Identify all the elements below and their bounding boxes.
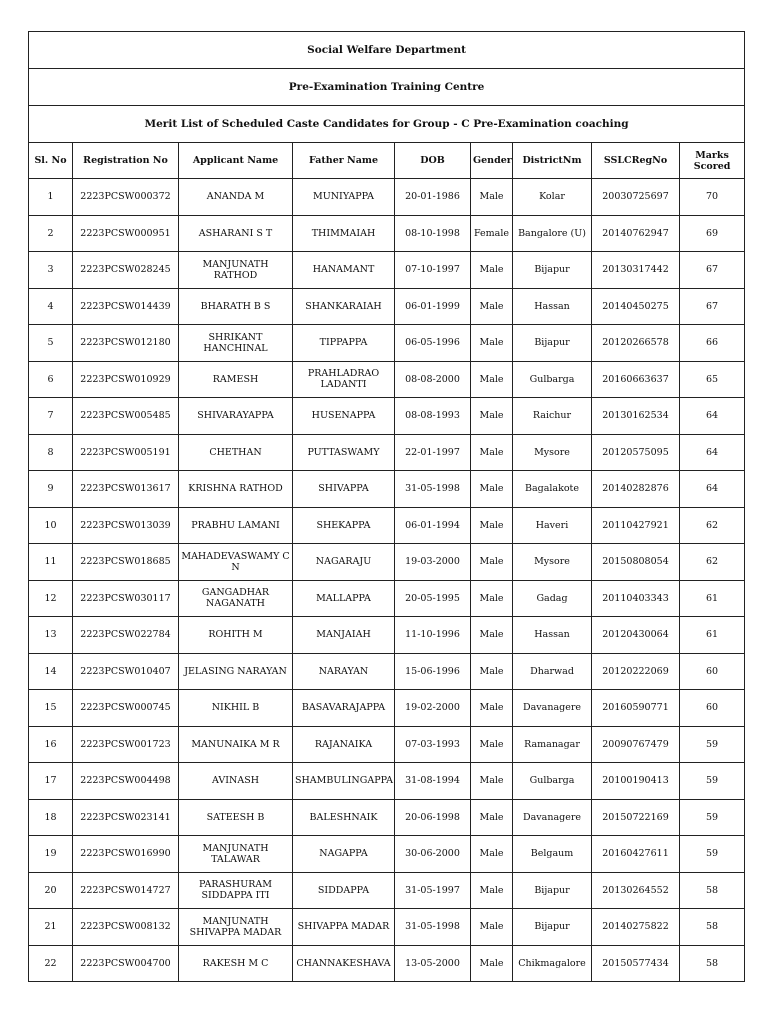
- registration-no-cell: 2223PCSW023141: [73, 799, 179, 836]
- father-name-cell: MALLAPPA: [293, 580, 395, 617]
- sl-no-cell: 22: [29, 945, 73, 982]
- district-cell: Bagalakote: [513, 471, 592, 508]
- marks-cell: 64: [680, 471, 745, 508]
- applicant-name-cell: GANGADHAR NAGANATH: [179, 580, 293, 617]
- dob-cell: 30-06-2000: [395, 836, 471, 873]
- table-row: [29, 215, 745, 252]
- applicant-name-cell: SHRIKANT HANCHINAL: [179, 325, 293, 362]
- sslc-reg-no-cell: 20150808054: [592, 544, 680, 581]
- district-cell: Bangalore (U): [513, 215, 592, 252]
- header-row: [29, 143, 745, 179]
- dob-cell: 08-10-1998: [395, 215, 471, 252]
- marks-cell: 67: [680, 288, 745, 325]
- sslc-reg-no-cell: 20120430064: [592, 617, 680, 654]
- table-row: [29, 544, 745, 581]
- sslc-reg-no-cell: 20140282876: [592, 471, 680, 508]
- father-name-cell: PRAHLADRAO LADANTI: [293, 361, 395, 398]
- merit-list-table: [28, 31, 745, 982]
- applicant-name-cell: NIKHIL B: [179, 690, 293, 727]
- dob-cell: 20-06-1998: [395, 799, 471, 836]
- marks-cell: 65: [680, 361, 745, 398]
- district-cell: Hassan: [513, 617, 592, 654]
- col-sl-no: Sl. No: [29, 143, 73, 179]
- applicant-name-cell: RAKESH M C: [179, 945, 293, 982]
- marks-cell: 61: [680, 580, 745, 617]
- dob-cell: 06-01-1999: [395, 288, 471, 325]
- district-cell: Gulbarga: [513, 361, 592, 398]
- sl-no-cell: 3: [29, 252, 73, 289]
- registration-no-cell: 2223PCSW000745: [73, 690, 179, 727]
- marks-cell: 59: [680, 763, 745, 800]
- sslc-reg-no-cell: 20150722169: [592, 799, 680, 836]
- registration-no-cell: 2223PCSW013039: [73, 507, 179, 544]
- sl-no-cell: 2: [29, 215, 73, 252]
- gender-cell: Male: [471, 252, 513, 289]
- marks-cell: 59: [680, 726, 745, 763]
- table-row: [29, 179, 745, 216]
- table-row: [29, 617, 745, 654]
- gender-cell: Male: [471, 361, 513, 398]
- gender-cell: Male: [471, 580, 513, 617]
- district-cell: Gulbarga: [513, 763, 592, 800]
- father-name-cell: MANJAIAH: [293, 617, 395, 654]
- registration-no-cell: 2223PCSW018685: [73, 544, 179, 581]
- sl-no-cell: 13: [29, 617, 73, 654]
- gender-cell: Male: [471, 617, 513, 654]
- col-district: DistrictNm: [513, 143, 592, 179]
- sl-no-cell: 17: [29, 763, 73, 800]
- marks-cell: 59: [680, 799, 745, 836]
- sslc-reg-no-cell: 20130264552: [592, 872, 680, 909]
- father-name-cell: SHANKARAIAH: [293, 288, 395, 325]
- applicant-name-cell: PRABHU LAMANI: [179, 507, 293, 544]
- marks-cell: 59: [680, 836, 745, 873]
- district-cell: Raichur: [513, 398, 592, 435]
- gender-cell: Male: [471, 544, 513, 581]
- applicant-name-cell: KRISHNA RATHOD: [179, 471, 293, 508]
- registration-no-cell: 2223PCSW000372: [73, 179, 179, 216]
- district-cell: Belgaum: [513, 836, 592, 873]
- marks-cell: 62: [680, 507, 745, 544]
- gender-cell: Male: [471, 325, 513, 362]
- registration-no-cell: 2223PCSW004498: [73, 763, 179, 800]
- gender-cell: Male: [471, 909, 513, 946]
- registration-no-cell: 2223PCSW001723: [73, 726, 179, 763]
- gender-cell: Male: [471, 945, 513, 982]
- marks-cell: 64: [680, 434, 745, 471]
- applicant-name-cell: MANJUNATH RATHOD: [179, 252, 293, 289]
- centre-title: Pre-Examination Training Centre: [29, 69, 745, 106]
- dob-cell: 22-01-1997: [395, 434, 471, 471]
- dob-cell: 15-06-1996: [395, 653, 471, 690]
- gender-cell: Male: [471, 507, 513, 544]
- applicant-name-cell: PARASHURAM SIDDAPPA ITI: [179, 872, 293, 909]
- registration-no-cell: 2223PCSW005191: [73, 434, 179, 471]
- dob-cell: 06-05-1996: [395, 325, 471, 362]
- marks-cell: 61: [680, 617, 745, 654]
- sl-no-cell: 8: [29, 434, 73, 471]
- dob-cell: 08-08-2000: [395, 361, 471, 398]
- table-row: [29, 872, 745, 909]
- registration-no-cell: 2223PCSW005485: [73, 398, 179, 435]
- registration-no-cell: 2223PCSW010929: [73, 361, 179, 398]
- district-cell: Haveri: [513, 507, 592, 544]
- marks-cell: 62: [680, 544, 745, 581]
- sl-no-cell: 14: [29, 653, 73, 690]
- table-row: [29, 361, 745, 398]
- district-cell: Hassan: [513, 288, 592, 325]
- gender-cell: Male: [471, 690, 513, 727]
- gender-cell: Male: [471, 653, 513, 690]
- district-cell: Mysore: [513, 434, 592, 471]
- gender-cell: Male: [471, 836, 513, 873]
- sslc-reg-no-cell: 20120266578: [592, 325, 680, 362]
- sl-no-cell: 21: [29, 909, 73, 946]
- father-name-cell: PUTTASWAMY: [293, 434, 395, 471]
- applicant-name-cell: AVINASH: [179, 763, 293, 800]
- sslc-reg-no-cell: 20160427611: [592, 836, 680, 873]
- sl-no-cell: 18: [29, 799, 73, 836]
- father-name-cell: BALESHNAIK: [293, 799, 395, 836]
- sl-no-cell: 10: [29, 507, 73, 544]
- sslc-reg-no-cell: 20030725697: [592, 179, 680, 216]
- marks-cell: 58: [680, 945, 745, 982]
- table-row: [29, 325, 745, 362]
- department-title: Social Welfare Department: [29, 32, 745, 69]
- registration-no-cell: 2223PCSW016990: [73, 836, 179, 873]
- table-row: [29, 909, 745, 946]
- sslc-reg-no-cell: 20130162534: [592, 398, 680, 435]
- sslc-reg-no-cell: 20110427921: [592, 507, 680, 544]
- father-name-cell: NAGAPPA: [293, 836, 395, 873]
- marks-cell: 58: [680, 872, 745, 909]
- applicant-name-cell: RAMESH: [179, 361, 293, 398]
- sl-no-cell: 5: [29, 325, 73, 362]
- table-row: [29, 252, 745, 289]
- applicant-name-cell: MANUNAIKA M R: [179, 726, 293, 763]
- sslc-reg-no-cell: 20120575095: [592, 434, 680, 471]
- father-name-cell: CHANNAKESHAVA: [293, 945, 395, 982]
- gender-cell: Female: [471, 215, 513, 252]
- dob-cell: 20-05-1995: [395, 580, 471, 617]
- father-name-cell: TIPPAPPA: [293, 325, 395, 362]
- sl-no-cell: 12: [29, 580, 73, 617]
- sslc-reg-no-cell: 20130317442: [592, 252, 680, 289]
- marks-cell: 60: [680, 653, 745, 690]
- registration-no-cell: 2223PCSW012180: [73, 325, 179, 362]
- table-row: [29, 288, 745, 325]
- gender-cell: Male: [471, 179, 513, 216]
- table-row: [29, 434, 745, 471]
- sslc-reg-no-cell: 20160663637: [592, 361, 680, 398]
- registration-no-cell: 2223PCSW014439: [73, 288, 179, 325]
- merit-list-title: Merit List of Scheduled Caste Candidates for Group - C Pre-Examination coaching: [29, 106, 745, 143]
- col-father-name: Father Name: [293, 143, 395, 179]
- father-name-cell: SHAMBULINGAPPA: [293, 763, 395, 800]
- sslc-reg-no-cell: 20110403343: [592, 580, 680, 617]
- applicant-name-cell: MANJUNATH TALAWAR: [179, 836, 293, 873]
- sl-no-cell: 20: [29, 872, 73, 909]
- dob-cell: 13-05-2000: [395, 945, 471, 982]
- gender-cell: Male: [471, 434, 513, 471]
- applicant-name-cell: ASHARANI S T: [179, 215, 293, 252]
- marks-cell: 64: [680, 398, 745, 435]
- registration-no-cell: 2223PCSW008132: [73, 909, 179, 946]
- col-sslc-reg-no: SSLCRegNo: [592, 143, 680, 179]
- table-row: [29, 836, 745, 873]
- col-applicant-name: Applicant Name: [179, 143, 293, 179]
- marks-cell: 69: [680, 215, 745, 252]
- father-name-cell: NARAYAN: [293, 653, 395, 690]
- applicant-name-cell: SATEESH B: [179, 799, 293, 836]
- district-cell: Ramanagar: [513, 726, 592, 763]
- registration-no-cell: 2223PCSW022784: [73, 617, 179, 654]
- sl-no-cell: 16: [29, 726, 73, 763]
- sslc-reg-no-cell: 20140275822: [592, 909, 680, 946]
- marks-cell: 60: [680, 690, 745, 727]
- district-cell: Dharwad: [513, 653, 592, 690]
- applicant-name-cell: ANANDA M: [179, 179, 293, 216]
- sl-no-cell: 6: [29, 361, 73, 398]
- applicant-name-cell: SHIVARAYAPPA: [179, 398, 293, 435]
- gender-cell: Male: [471, 763, 513, 800]
- sl-no-cell: 7: [29, 398, 73, 435]
- gender-cell: Male: [471, 471, 513, 508]
- registration-no-cell: 2223PCSW030117: [73, 580, 179, 617]
- registration-no-cell: 2223PCSW028245: [73, 252, 179, 289]
- dob-cell: 31-05-1998: [395, 471, 471, 508]
- col-marks-scored: Marks Scored: [680, 143, 745, 179]
- district-cell: Chikmagalore: [513, 945, 592, 982]
- dob-cell: 07-03-1993: [395, 726, 471, 763]
- col-dob: DOB: [395, 143, 471, 179]
- sl-no-cell: 19: [29, 836, 73, 873]
- registration-no-cell: 2223PCSW014727: [73, 872, 179, 909]
- district-cell: Bijapur: [513, 325, 592, 362]
- district-cell: Davanagere: [513, 690, 592, 727]
- marks-cell: 67: [680, 252, 745, 289]
- district-cell: Bijapur: [513, 252, 592, 289]
- marks-cell: 70: [680, 179, 745, 216]
- registration-no-cell: 2223PCSW013617: [73, 471, 179, 508]
- table-row: [29, 763, 745, 800]
- father-name-cell: SIDDAPPA: [293, 872, 395, 909]
- applicant-name-cell: BHARATH B S: [179, 288, 293, 325]
- table-row: [29, 799, 745, 836]
- father-name-cell: MUNIYAPPA: [293, 179, 395, 216]
- sl-no-cell: 9: [29, 471, 73, 508]
- table-row: [29, 945, 745, 982]
- registration-no-cell: 2223PCSW000951: [73, 215, 179, 252]
- dob-cell: 19-02-2000: [395, 690, 471, 727]
- table-row: [29, 653, 745, 690]
- father-name-cell: RAJANAIKA: [293, 726, 395, 763]
- applicant-name-cell: JELASING NARAYAN: [179, 653, 293, 690]
- father-name-cell: BASAVARAJAPPA: [293, 690, 395, 727]
- registration-no-cell: 2223PCSW010407: [73, 653, 179, 690]
- gender-cell: Male: [471, 288, 513, 325]
- marks-cell: 58: [680, 909, 745, 946]
- dob-cell: 31-08-1994: [395, 763, 471, 800]
- sl-no-cell: 4: [29, 288, 73, 325]
- table-row: [29, 398, 745, 435]
- gender-cell: Male: [471, 799, 513, 836]
- table-row: [29, 471, 745, 508]
- sslc-reg-no-cell: 20140450275: [592, 288, 680, 325]
- sl-no-cell: 15: [29, 690, 73, 727]
- applicant-name-cell: ROHITH M: [179, 617, 293, 654]
- table-row: [29, 726, 745, 763]
- father-name-cell: HUSENAPPA: [293, 398, 395, 435]
- sslc-reg-no-cell: 20150577434: [592, 945, 680, 982]
- dob-cell: 20-01-1986: [395, 179, 471, 216]
- dob-cell: 31-05-1997: [395, 872, 471, 909]
- father-name-cell: NAGARAJU: [293, 544, 395, 581]
- district-cell: Davanagere: [513, 799, 592, 836]
- dob-cell: 19-03-2000: [395, 544, 471, 581]
- dob-cell: 11-10-1996: [395, 617, 471, 654]
- sl-no-cell: 11: [29, 544, 73, 581]
- table-row: [29, 507, 745, 544]
- sslc-reg-no-cell: 20120222069: [592, 653, 680, 690]
- sslc-reg-no-cell: 20160590771: [592, 690, 680, 727]
- district-cell: Gadag: [513, 580, 592, 617]
- father-name-cell: SHEKAPPA: [293, 507, 395, 544]
- applicant-name-cell: MANJUNATH SHIVAPPA MADAR: [179, 909, 293, 946]
- dob-cell: 31-05-1998: [395, 909, 471, 946]
- applicant-name-cell: CHETHAN: [179, 434, 293, 471]
- sslc-reg-no-cell: 20090767479: [592, 726, 680, 763]
- gender-cell: Male: [471, 872, 513, 909]
- col-gender: Gender: [471, 143, 513, 179]
- marks-cell: 66: [680, 325, 745, 362]
- father-name-cell: THIMMAIAH: [293, 215, 395, 252]
- gender-cell: Male: [471, 726, 513, 763]
- table-row: [29, 690, 745, 727]
- dob-cell: 07-10-1997: [395, 252, 471, 289]
- sslc-reg-no-cell: 20100190413: [592, 763, 680, 800]
- district-cell: Kolar: [513, 179, 592, 216]
- applicant-name-cell: MAHADEVASWAMY C N: [179, 544, 293, 581]
- col-registration-no: Registration No: [73, 143, 179, 179]
- sl-no-cell: 1: [29, 179, 73, 216]
- gender-cell: Male: [471, 398, 513, 435]
- table-row: [29, 580, 745, 617]
- dob-cell: 08-08-1993: [395, 398, 471, 435]
- father-name-cell: SHIVAPPA MADAR: [293, 909, 395, 946]
- dob-cell: 06-01-1994: [395, 507, 471, 544]
- district-cell: Bijapur: [513, 872, 592, 909]
- sslc-reg-no-cell: 20140762947: [592, 215, 680, 252]
- district-cell: Bijapur: [513, 909, 592, 946]
- district-cell: Mysore: [513, 544, 592, 581]
- registration-no-cell: 2223PCSW004700: [73, 945, 179, 982]
- father-name-cell: HANAMANT: [293, 252, 395, 289]
- father-name-cell: SHIVAPPA: [293, 471, 395, 508]
